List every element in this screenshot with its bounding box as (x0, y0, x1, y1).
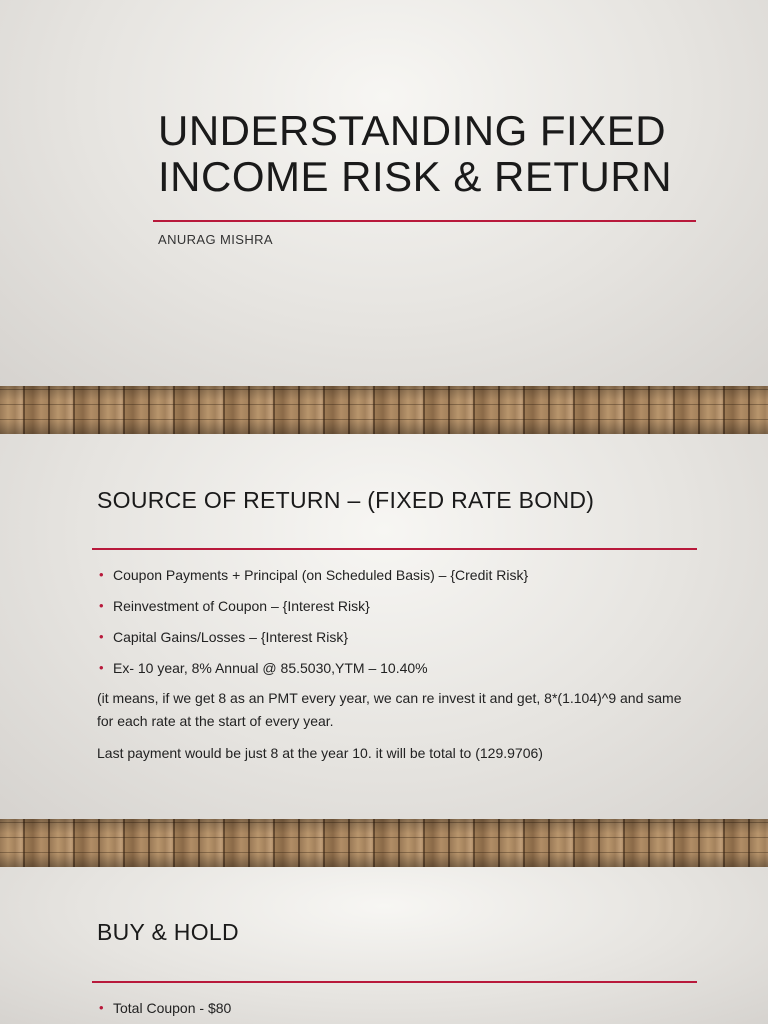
heading-underline (92, 548, 697, 550)
body-paragraph: (it means, if we get 8 as an PMT every year, we can re invest it and get, 8*(1.104)^9 and same for each rate at the start of every year. (97, 690, 682, 729)
title-underline (153, 220, 696, 222)
wood-floor-divider (0, 386, 768, 434)
bullet-icon: • (99, 598, 104, 613)
body-paragraph: Last payment would be just 8 at the year 10. it will be total to (129.9706) (97, 745, 543, 761)
list-item: • Coupon Payments + Principal (on Scheduled Basis) – {Credit Risk} (99, 567, 529, 583)
slide-title: UNDERSTANDING FIXED INCOME RISK & RETURN (158, 107, 673, 200)
list-item: • Total Coupon - $80 (99, 1000, 232, 1016)
list-item: • Ex- 10 year, 8% Annual @ 85.5030,YTM – 10.40% (99, 660, 428, 676)
slide-1 (0, 0, 768, 386)
list-item: • Capital Gains/Losses – {Interest Risk} (99, 629, 349, 645)
bullet-list (97, 999, 697, 1024)
wood-floor-divider (0, 819, 768, 867)
slide-subtitle-author: ANURAG MISHRA (158, 232, 273, 247)
bullet-icon: • (99, 567, 104, 582)
slide-heading: BUY & HOLD (97, 919, 239, 945)
bullet-list (97, 566, 697, 690)
slide-3 (0, 867, 768, 1024)
slide-2 (0, 434, 768, 819)
slide-heading: SOURCE OF RETURN – (FIXED RATE BOND) (97, 487, 595, 513)
heading-underline (92, 981, 697, 983)
bullet-icon: • (99, 660, 104, 675)
bullet-icon: • (99, 629, 104, 644)
bullet-icon: • (99, 1000, 104, 1015)
list-item: • Reinvestment of Coupon – {Interest Risk} (99, 598, 370, 614)
